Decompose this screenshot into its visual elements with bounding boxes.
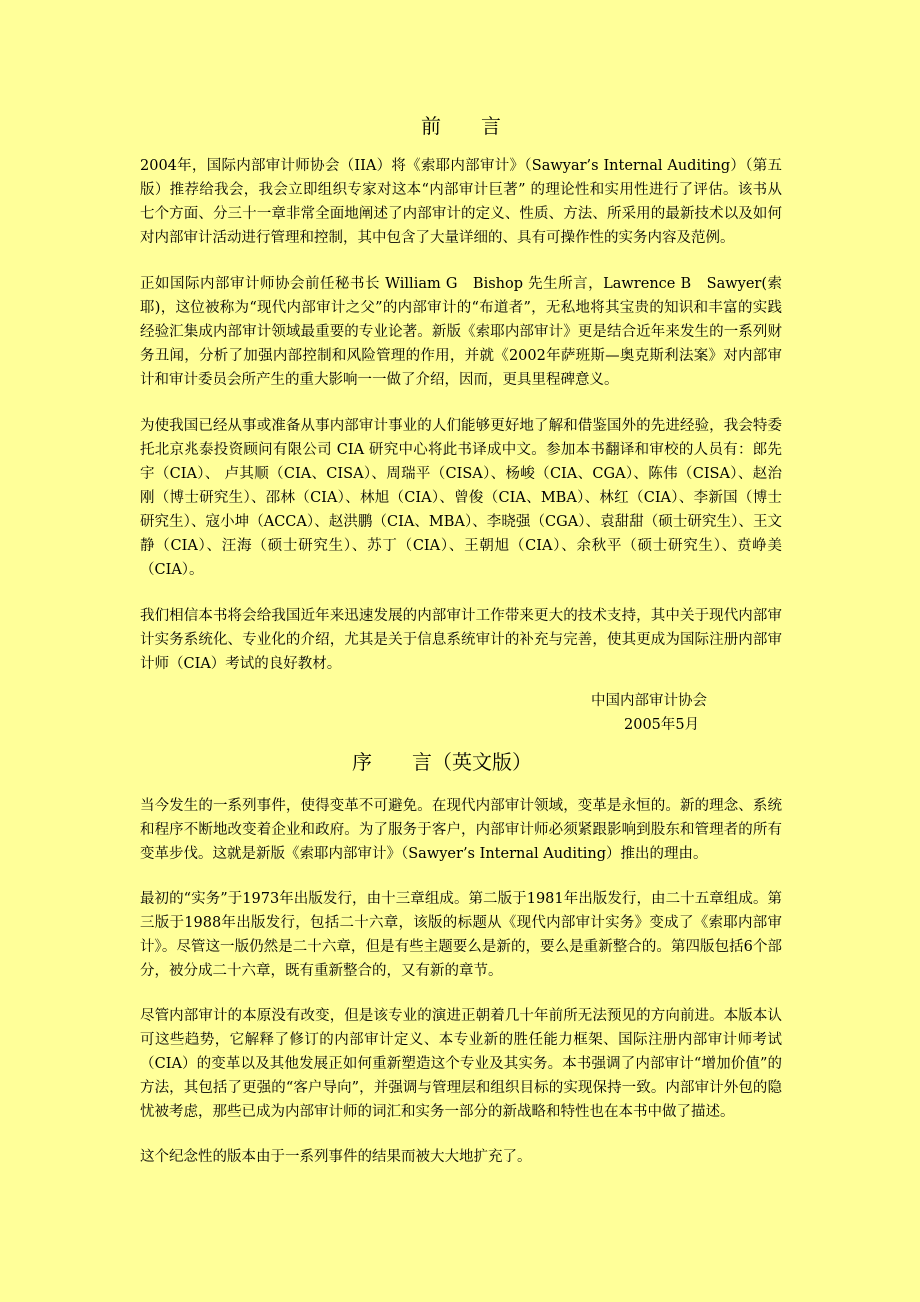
- english-preface-paragraph-1: 当今发生的一系列事件，使得变革不可避免。在现代内部审计领域，变革是永恒的。新的理念、系统和程序不断地改变着企业和政府。为了服务于客户，内部审计师必须紧跟影响到股东和管理者的所有变革步伐。这就是新版《索耶内部审计》（Sawyer’s Internal Auditing）推出的理由。: [140, 798, 782, 862]
- english-preface-paragraph-4: 这个纪念性的版本由于一系列事件的结果而被大大地扩充了。: [140, 1149, 532, 1165]
- signature-organization: 中国内部审计协会: [591, 693, 707, 709]
- preface-paragraph-4: 我们相信本书将会给我国近年来迅速发展的内部审计工作带来更大的技术支持，其中关于现代内部审计实务系统化、专业化的介绍，尤其是关于信息系统审计的补充与完善，使其更成为国际注册内部审计师（CIA）考试的良好教材。: [140, 608, 782, 672]
- preface-paragraph-1: 2004年，国际内部审计师协会（IIA）将《索耶内部审计》（Sawyar’s Internal Auditing）（第五版）推荐给我会，我会立即组织专家对这本“内部审计巨著” 的理论性和实用性进行了评估。该书从七个方面、分三十一章非常全面地阐述了内部审计的定义、性质、方法、所采用的最新技术以及如何对内部审计活动进行管理和控制，其中包含了大量详细的、具有可操作性的实务内容及范例。: [140, 158, 782, 246]
- english-preface-title: 序 言（英文版）: [352, 750, 532, 774]
- preface-title: 前 言: [421, 114, 501, 138]
- signature-date: 2005年5月: [624, 717, 700, 733]
- english-preface-paragraph-2: 最初的“实务”于1973年出版发行，由十三章组成。第二版于1981年出版发行，由二十五章组成。第三版于1988年出版发行，包括二十六章，该版的标题从《现代内部审计实务》变成了《索耶内部审计》。尽管这一版仍然是二十六章，但是有些主题要么是新的，要么是重新整合的。第四版包括6个部分，被分成二十六章，既有重新整合的，又有新的章节。: [140, 891, 782, 979]
- preface-signature: [591, 689, 782, 737]
- document-page: [140, 110, 782, 1169]
- preface-paragraph-2: 正如国际内部审计师协会前任秘书长 William G Bishop 先生所言，Lawrence B Sawyer(索耶)，这位被称为“现代内部审计之父”的内部审计的“布道者”，无私地将其宝贵的知识和丰富的实践经验汇集成内部审计领域最重要的专业论著。新版《索耶内部审计》更是结合近年来发生的一系列财务丑闻，分析了加强内部控制和风险管理的作用，并就《2002年萨班斯—奥克斯利法案》对内部审计和审计委员会所产生的重大影响一一做了介绍，因而，更具里程碑意义。: [140, 276, 782, 388]
- english-preface-paragraph-3: 尽管内部审计的本原没有改变，但是该专业的演进正朝着几十年前所无法预见的方向前进。本版本认可这些趋势，它解释了修订的内部审计定义、本专业新的胜任能力框架、国际注册内部审计师考试（CIA）的变革以及其他发展正如何重新塑造这个专业及其实务。本书强调了内部审计“增加价值”的方法，其包括了更强的“客户导向”，并强调与管理层和组织目标的实现保持一致。内部审计外包的隐忧被考虑，那些已成为内部审计师的词汇和实务一部分的新战略和特性也在本书中做了描述。: [140, 1008, 782, 1120]
- preface-paragraph-3: 为使我国已经从事或准备从事内部审计事业的人们能够更好地了解和借鉴国外的先进经验，我会特委托北京兆泰投资顾问有限公司 CIA 研究中心将此书译成中文。参加本书翻译和审校的人员有：郎先宇（CIA）、 卢其顺（CIA、CISA）、周瑞平（CISA）、杨峻（CIA、CGA）、陈伟（CISA）、赵治刚（博士研究生）、邵林（CIA）、林旭（CIA）、曾俊（CIA、MBA）、林红（CIA）、李新国（博士研究生）、寇小坤（ACCA）、赵洪鹏（CIA、MBA）、李晓强（CGA）、袁甜甜（硕士研究生）、王文静（CIA）、汪海（硕士研究生）、苏丁（CIA）、王朝旭（CIA）、余秋平（硕士研究生）、贲峥美（CIA）。: [140, 418, 782, 578]
